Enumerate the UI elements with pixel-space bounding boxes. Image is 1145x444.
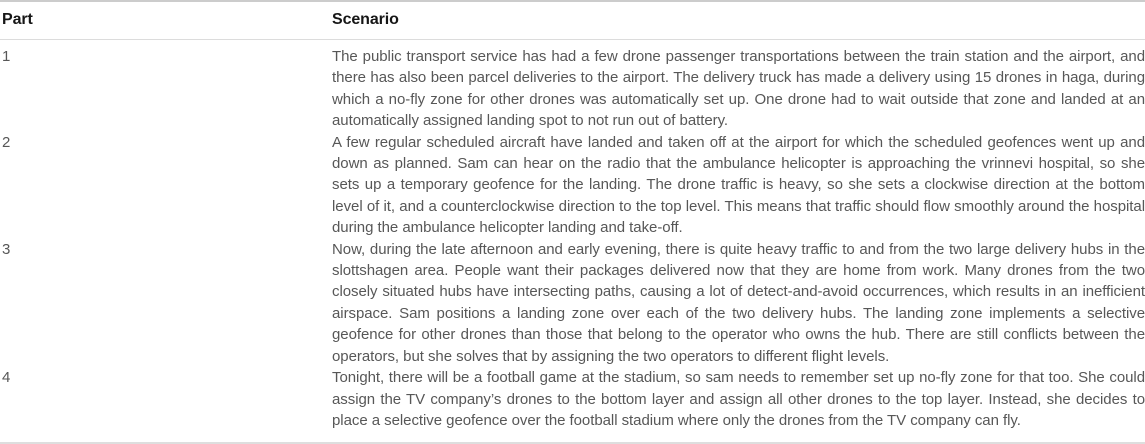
table-body bbox=[0, 40, 1145, 431]
scenario-text: Tonight, there will be a football game at the stadium, so sam needs to remember set up no-fly zone for that too. She could assign the TV company’s drones to the bottom layer and assign all other drones to the top layer. Instead, she decides to place a selective geofence over the football stadium where only the drones from the TV company can fly. bbox=[332, 369, 1145, 429]
column-header-scenario: Scenario bbox=[332, 11, 399, 28]
scenario-text: The public transport service has had a few drone passenger transportations between the train station and the airport, and there has also been parcel deliveries to the airport. The delivery truck has made a delivery using 15 drones in haga, during which a no-fly zone for other drones was automatically set up. One drone had to wait outside that zone and landed at an automatically assigned landing spot to not run out of battery. bbox=[332, 48, 1145, 130]
table-row bbox=[0, 239, 1145, 367]
part-number: 1 bbox=[2, 48, 11, 65]
part-number: 4 bbox=[2, 369, 11, 387]
part-number: 2 bbox=[2, 133, 11, 151]
scenario-text: Now, during the late afternoon and early evening, there is quite heavy traffic to and from the two large delivery hubs in the slottshagen area. People want their packages delivered now that they are home from work. Many drones from the two closely situated hubs have intersecting paths, causing a lot of detect-and-avoid occurrences, which results in an inefficient airspace. Sam positions a landing zone over each of the two delivery hubs. The landing zone implements a selective geofence for other drones than those that belong to the operator who owns the hub. There are still conflicts between the operators, but she solves that by assigning the two operators to different flight levels. bbox=[332, 240, 1145, 365]
part-number: 3 bbox=[2, 240, 11, 258]
table-row bbox=[0, 367, 1145, 431]
table-row bbox=[0, 132, 1145, 239]
scenario-text: A few regular scheduled aircraft have landed and taken off at the airport for which the scheduled geofences went up and down as planned. Sam can hear on the radio that the ambulance helicopter is approaching the vrinnevi hospital, so she sets up a temporary geofence for the landing. The drone traffic is heavy, so she sets a clockwise direction at the bottom level of it, and a counterclockwise direction to the top level. This means that traffic should flow smoothly around the hospital during the ambulance helicopter landing and take-off. bbox=[332, 133, 1145, 237]
table-header-row bbox=[0, 2, 1145, 40]
column-header-part: Part bbox=[2, 11, 33, 28]
table-row bbox=[0, 46, 1145, 132]
